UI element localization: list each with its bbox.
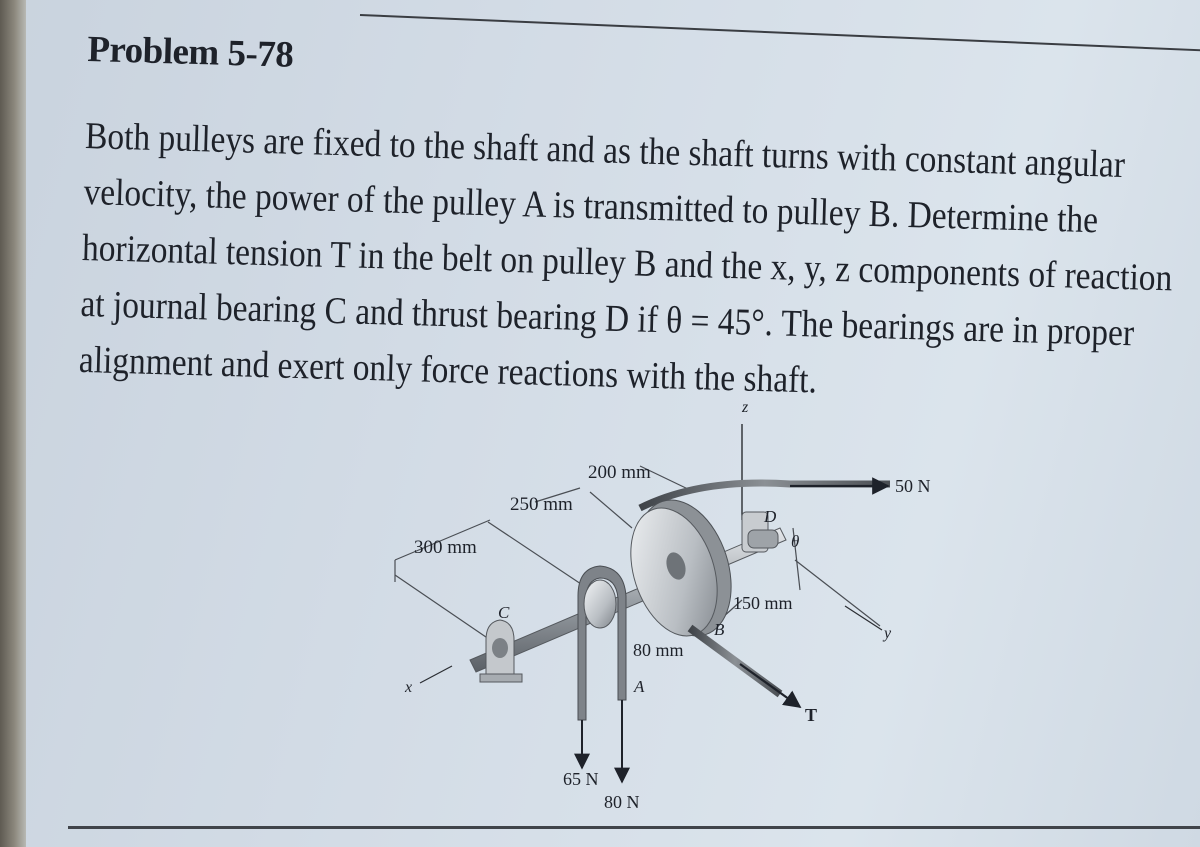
statement-line: Both pulleys are fixed to the shaft and as the shaft turns with constant angular	[84, 114, 1126, 187]
dim-300-label: 300 mm	[414, 537, 477, 558]
pulley-a	[578, 566, 626, 720]
pulley-b	[616, 488, 748, 648]
force-65-label: 65 N	[563, 769, 599, 789]
dim-250-label: 250 mm	[510, 494, 573, 515]
force-50-label: 50 N	[895, 476, 931, 496]
statement-line: velocity, the power of the pulley A is transmitted to pulley B. Determine the	[83, 170, 1099, 242]
x-axis	[420, 666, 452, 683]
statement-line: at journal bearing C and thrust bearing D if θ = 45°. The bearings are in proper	[79, 282, 1135, 355]
label-d: D	[764, 507, 777, 526]
dim-80-label: 80 mm	[633, 640, 684, 660]
theta-label: θ	[791, 532, 800, 551]
y-axis	[845, 606, 882, 630]
axis-x-label: x	[405, 679, 413, 696]
tension-arrow	[740, 664, 800, 707]
statement-line: alignment and exert only force reactions with the shaft.	[78, 338, 818, 402]
tension-label: T	[805, 705, 818, 725]
problem-title: Problem 5-78	[86, 28, 294, 76]
axis-z-label: z	[742, 399, 749, 416]
label-b: B	[714, 620, 725, 639]
label-a: A	[634, 677, 645, 696]
axis-y-label: y	[884, 625, 892, 642]
dim-150-label: 150 mm	[733, 593, 793, 613]
force-80-label: 80 N	[604, 792, 640, 812]
label-c: C	[498, 603, 510, 622]
dim-200-label: 200 mm	[588, 462, 651, 483]
statement-line: horizontal tension T in the belt on pulley B and the x, y, z components of reaction	[81, 226, 1173, 300]
